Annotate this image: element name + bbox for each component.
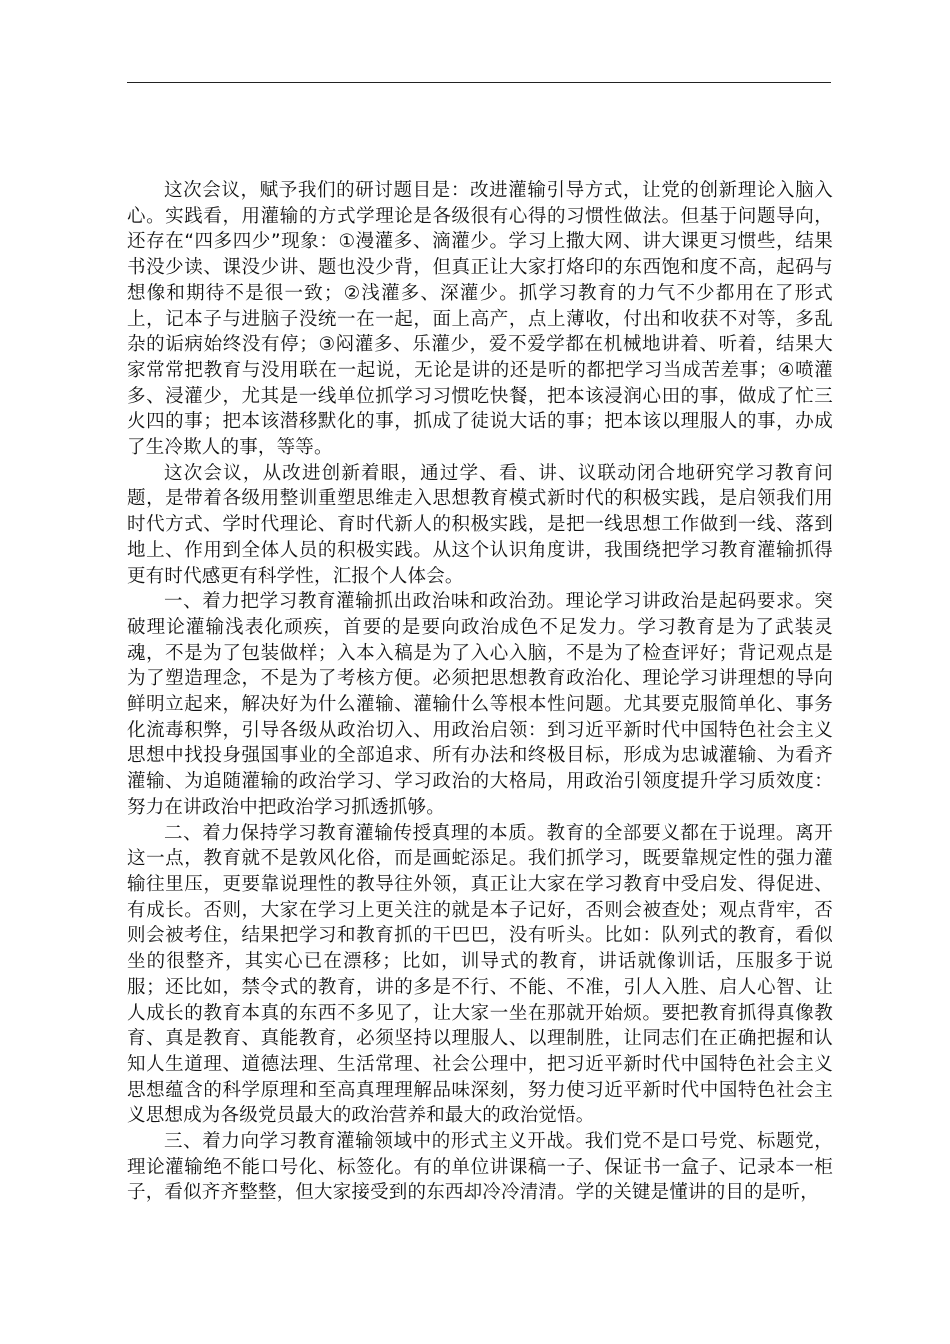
paragraph-point-two: 二、着力保持学习教育灌输传授真理的本质。教育的全部要义都在于说理。离开这一点，教育就不是敦风化俗，而是画蛇添足。我们抓学习，既要靠规定性的强力灌输往里压，更要靠说理性的教导往外领，真正让大家在学习教育中受启发、得促进、有成长。否则，大家在学习上更关注的就是本子记好，否则会被查处；观点背牢，否则会被考住，结果把学习和教育抓的干巴巴，没有听头。比如：队列式的教育，看似坐的很整齐，其实心已在漂移；比如，训导式的教育，讲话就像训话，压服多于说服；还比如，禁令式的教育，讲的多是不行、不能、不准，引人入胜、启人心智、让人成长的教育本真的东西不多见了，让大家一坐在那就开始烦。要把教育抓得真像教育、真是教育、真能教育，必须坚持以理服人、以理制胜，让同志们在正确把握和认知人生道理、道德法理、生活常理、社会公理中，把习近平新时代中国特色社会主义思想蕴含的科学原理和至高真理理解品味深刻，努力使习近平新时代中国特色社会主义思想成为各级党员最大的政治营养和最大的政治觉悟。 bbox=[127, 822, 833, 1127]
header-divider bbox=[127, 82, 831, 83]
document-body bbox=[127, 178, 833, 1206]
paragraph-context: 这次会议，从改进创新着眼，通过学、看、讲、议联动闭合地研究学习教育问题，是带着各级用整训重塑思维走入思想教育模式新时代的积极实践，是启领我们用时代方式、学时代理论、育时代新人的积极实践，是把一线思想工作做到一线、落到地上、作用到全体人员的积极实践。从这个认识角度讲，我围绕把学习教育灌输抓得更有时代感更有科学性，汇报个人体会。 bbox=[127, 462, 833, 587]
paragraph-point-three: 三、着力向学习教育灌输领域中的形式主义开战。我们党不是口号党、标题党，理论灌输绝不能口号化、标签化。有的单位讲课稿一子、保证书一盒子、记录本一柜子，看似齐齐整整，但大家接受到的东西却冷冷清清。学的关键是懂讲的目的是听， bbox=[127, 1131, 833, 1204]
paragraph-intro: 这次会议，赋予我们的研讨题目是：改进灌输引导方式，让党的创新理论入脑入心。实践看，用灌输的方式学理论是各级很有心得的习惯性做法。但基于问题导向，还存在“四多四少”现象：①漫灌多、滴灌少。学习上撒大网、讲大课更习惯些，结果书没少读、课没少讲、题也没少背，但真正让大家打烙印的东西饱和度不高，起码与想像和期待不是很一致；②浅灌多、深灌少。抓学习教育的力气不少都用在了形式上，记本子与进脑子没统一在一起，面上高产，点上薄收，付出和收获不对等，多乱杂的诟病始终没有停；③闷灌多、乐灌少，爱不爱学都在机械地讲着、听着，结果大家常常把教育与没用联在一起说，无论是讲的还是听的都把学习当成苦差事；④喷灌多、浸灌少，尤其是一线单位抓学习习惯吃快餐，把本该浸润心田的事，做成了忙三火四的事；把本该潜移默化的事，抓成了徒说大话的事；把本该以理服人的事，办成了生冷欺人的事，等等。 bbox=[127, 180, 833, 459]
paragraph-point-one: 一、着力把学习教育灌输抓出政治味和政治劲。理论学习讲政治是起码要求。突破理论灌输浅表化顽疾，首要的是要向政治成色不足发力。学习教育是为了武装灵魂，不是为了包装做样；入本入稿是为了入心入脑，不是为了检查评好；背记观点是为了塑造理念，不是为了考核方便。必须把思想教育政治化、理论学习讲理想的导向鲜明立起来，解决好为什么灌输、灌输什么等根本性问题。尤其要克服简单化、事务化流毒积弊，引导各级从政治切入、用政治启领：到习近平新时代中国特色社会主义思想中找投身强国事业的全部追求、所有办法和终极目标，形成为忠诚灌输、为看齐灌输、为追随灌输的政治学习、学习政治的大格局，用政治引领度提升学习质效度：努力在讲政治中把政治学习抓透抓够。 bbox=[127, 591, 833, 818]
